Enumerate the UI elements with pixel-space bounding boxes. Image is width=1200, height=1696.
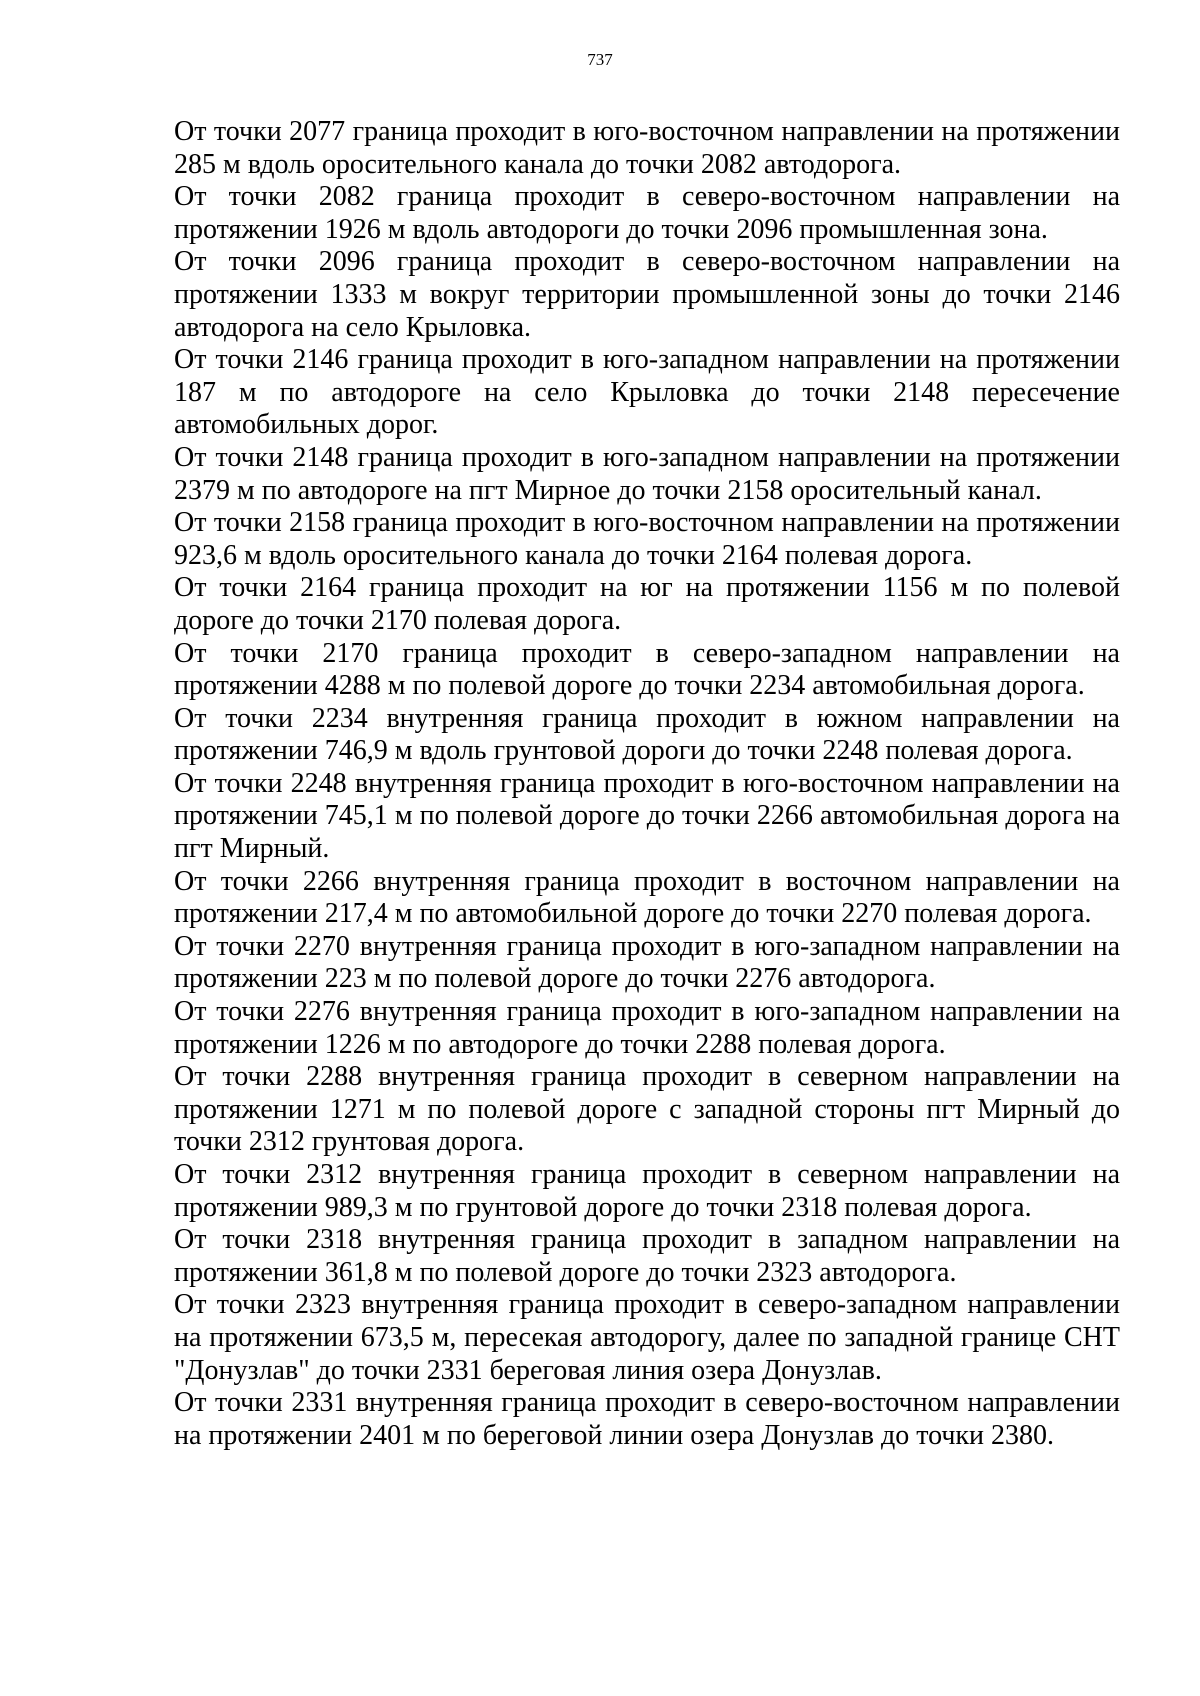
paragraph: От точки 2276 внутренняя граница проходит в юго-западном направлении на протяжении 1226 м по автодороге до точки 2288 полевая дорога. (174, 996, 1120, 1060)
paragraph: От точки 2077 граница проходит в юго-восточном направлении на протяжении 285 м вдоль оросительного канала до точки 2082 автодорога. (174, 116, 1120, 180)
paragraph: От точки 2288 внутренняя граница проходит в северном направлении на протяжении 1271 м по полевой дороге с западной стороны пгт Мирный до точки 2312 грунтовая дорога. (174, 1061, 1120, 1158)
paragraph: От точки 2148 граница проходит в юго-западном направлении на протяжении 2379 м по автодороге на пгт Мирное до точки 2158 оросительный канал. (174, 441, 1120, 506)
paragraph: От точки 2234 внутренняя граница проходит в южном направлении на протяжении 746,9 м вдоль грунтовой дороги до точки 2248 полевая дорога. (174, 702, 1120, 767)
paragraph: От точки 2312 внутренняя граница проходит в северном направлении на протяжении 989,3 м по грунтовой дороге до точки 2318 полевая дорога. (174, 1159, 1120, 1223)
paragraph: От точки 2158 граница проходит в юго-восточном направлении на протяжении 923,6 м вдоль оросительного канала до точки 2164 полевая дорога. (174, 507, 1120, 571)
document-body (174, 116, 1120, 1452)
paragraph: От точки 2331 внутренняя граница проходит в северо-восточном направлении на протяжении 2401 м по береговой линии озера Донузлав до точки 2380. (174, 1387, 1120, 1451)
paragraph: От точки 2164 граница проходит на юг на протяжении 1156 м по полевой дороге до точки 2170 полевая дорога. (174, 572, 1120, 636)
paragraph: От точки 2266 внутренняя граница проходит в восточном направлении на протяжении 217,4 м по автомобильной дороге до точки 2270 полевая дорога. (174, 865, 1120, 930)
paragraph: От точки 2170 граница проходит в северо-западном направлении на протяжении 4288 м по полевой дороге до точки 2234 автомобильная дорога. (174, 637, 1120, 702)
paragraph: От точки 2248 внутренняя граница проходит в юго-восточном направлении на протяжении 745,1 м по полевой дороге до точки 2266 автомобильная дорога на пгт Мирный. (174, 767, 1120, 865)
paragraph: От точки 2318 внутренняя граница проходит в западном направлении на протяжении 361,8 м по полевой дороге до точки 2323 автодорога. (174, 1224, 1120, 1288)
paragraph: От точки 2146 граница проходит в юго-западном направлении на протяжении 187 м по автодороге на село Крыловка до точки 2148 пересечение автомобильных дорог. (174, 344, 1120, 441)
paragraph: От точки 2096 граница проходит в северо-восточном направлении на протяжении 1333 м вокруг территории промышленной зоны до точки 2146 автодорога на село Крыловка. (174, 246, 1120, 343)
paragraph: От точки 2323 внутренняя граница проходит в северо-западном направлении на протяжении 673,5 м, пересекая автодорогу, далее по западной границе СНТ "Донузлав" до точки 2331 береговая линия озера Донузлав. (174, 1289, 1120, 1386)
paragraph: От точки 2270 внутренняя граница проходит в юго-западном направлении на протяжении 223 м по полевой дороге до точки 2276 автодорога. (174, 930, 1120, 995)
paragraph: От точки 2082 граница проходит в северо-восточном направлении на протяжении 1926 м вдоль автодороги до точки 2096 промышленная зона. (174, 181, 1120, 245)
page-number: 737 (587, 50, 613, 69)
